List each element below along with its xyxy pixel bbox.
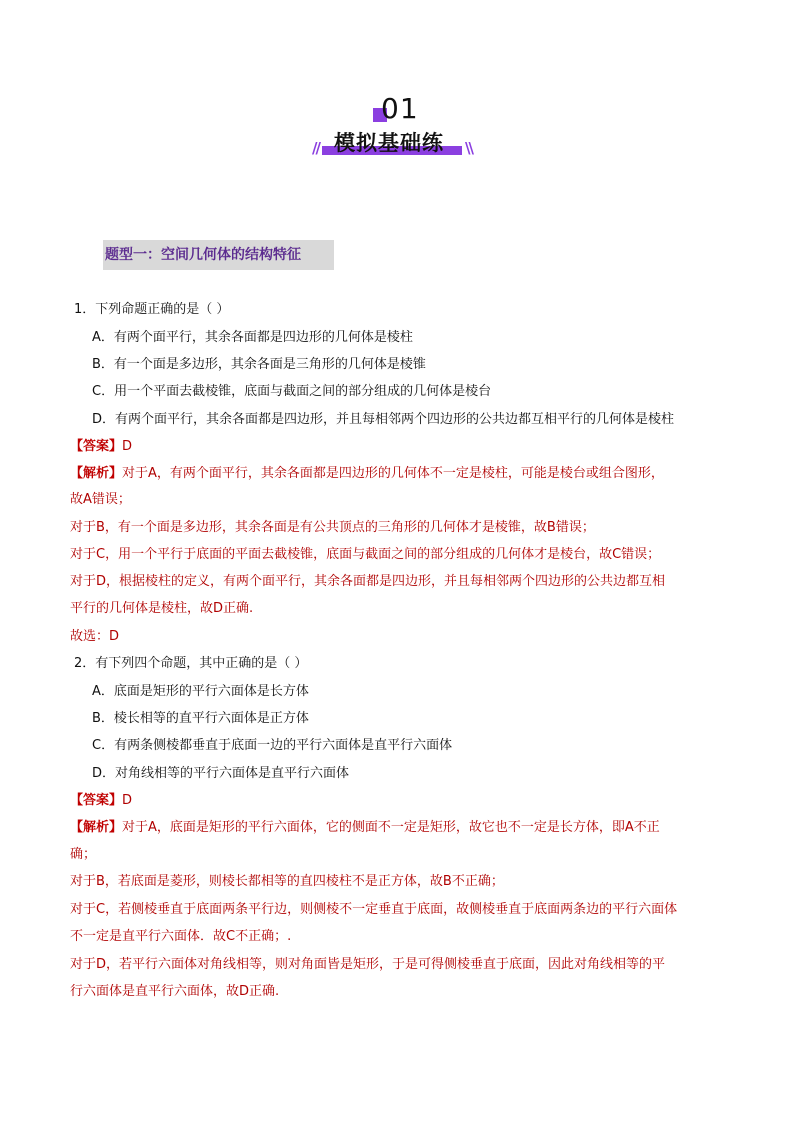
q1-analysis-line-4: 对于C，用一个平行于底面的平面去截棱锥，底面与截面之间的部分组成的几何体才是棱台，故C错误；: [70, 547, 661, 562]
q2-analysis-line-6: 对于D，若平行六面体对角线相等，则对角面皆是矩形，于是可得侧棱垂直于底面，因此对角线相等的平: [70, 957, 666, 972]
q2-option-a: A．底面是矩形的平行六面体是长方体: [92, 684, 309, 699]
slash-decoration-right: \\: [465, 139, 472, 157]
slash-decoration-left: //: [312, 139, 319, 157]
q1-answer-tag: 【答案】: [70, 439, 123, 454]
q1-stem: 1．下列命题正确的是（ ）: [74, 302, 230, 317]
q1-analysis-line-3: 对于B，有一个面是多边形，其余各面是有公共顶点的三角形的几何体才是棱锥，故B错误；: [70, 520, 595, 535]
q1-analysis-line-6: 平行的几何体是棱柱，故D正确.: [70, 601, 254, 616]
q2-analysis-line-5: 不一定是直平行六面体．故C不正确；.: [70, 929, 292, 944]
q2-analysis-line-3: 对于B，若底面是菱形，则棱长都相等的直四棱柱不是正方体，故B不正确；: [70, 874, 504, 889]
q2-option-d: D．对角线相等的平行六面体是直平行六面体: [92, 766, 350, 781]
q2-analysis-line-2: 确；: [70, 847, 97, 862]
q2-answer-tag: 【答案】: [70, 793, 123, 808]
q2-analysis-line-7: 行六面体是直平行六面体，故D正确.: [70, 984, 280, 999]
q2-analysis-line-1: [70, 819, 660, 837]
q1-answer: [70, 438, 132, 456]
q2-stem: 2．有下列四个命题，其中正确的是（ ）: [74, 656, 308, 671]
q1-option-c: C．用一个平面去截棱锥，底面与截面之间的部分组成的几何体是棱台: [92, 384, 492, 399]
q2-analysis-tag: 【解析】: [70, 820, 123, 835]
q1-conclusion: 故选：D: [70, 629, 120, 644]
q2-analysis-line-4: 对于C，若侧棱垂直于底面两条平行边，则侧棱不一定垂直于底面，故侧棱垂直于底面两条边的平行六面体: [70, 902, 678, 917]
q1-option-a: A．有两个面平行，其余各面都是四边形的几何体是棱柱: [92, 330, 413, 345]
q1-option-b: B．有一个面是多边形，其余各面是三角形的几何体是棱锥: [92, 357, 426, 372]
q2-option-b: B．棱长相等的直平行六面体是正方体: [92, 711, 309, 726]
q1-option-d: D．有两个面平行，其余各面都是四边形，并且每相邻两个四边形的公共边都互相平行的几何体是棱柱: [92, 412, 675, 427]
q1-analysis-line-5: 对于D，根据棱柱的定义，有两个面平行，其余各面都是四边形，并且每相邻两个四边形的公共边都互相: [70, 574, 666, 589]
q2-analysis-text-1: 对于A，底面是矩形的平行六面体，它的侧面不一定是矩形，故它也不一定是长方体，即A不正: [122, 820, 660, 835]
q1-analysis-text-1: 对于A，有两个面平行，其余各面都是四边形的几何体不一定是棱柱，可能是棱台或组合图形，: [122, 466, 664, 481]
q1-analysis-line-2: 故A错误；: [70, 492, 131, 507]
q2-option-c: C．有两条侧棱都垂直于底面一边的平行六面体是直平行六面体: [92, 738, 453, 753]
question-type-title: 题型一：空间几何体的结构特征: [105, 247, 301, 263]
q2-answer: [70, 792, 132, 810]
section-number: 01: [381, 92, 419, 125]
section-title: 模拟基础练: [334, 131, 444, 155]
q2-answer-value: D: [122, 793, 133, 808]
q1-analysis-tag: 【解析】: [70, 466, 123, 481]
q1-analysis-line-1: [70, 465, 664, 483]
q1-answer-value: D: [122, 439, 133, 454]
